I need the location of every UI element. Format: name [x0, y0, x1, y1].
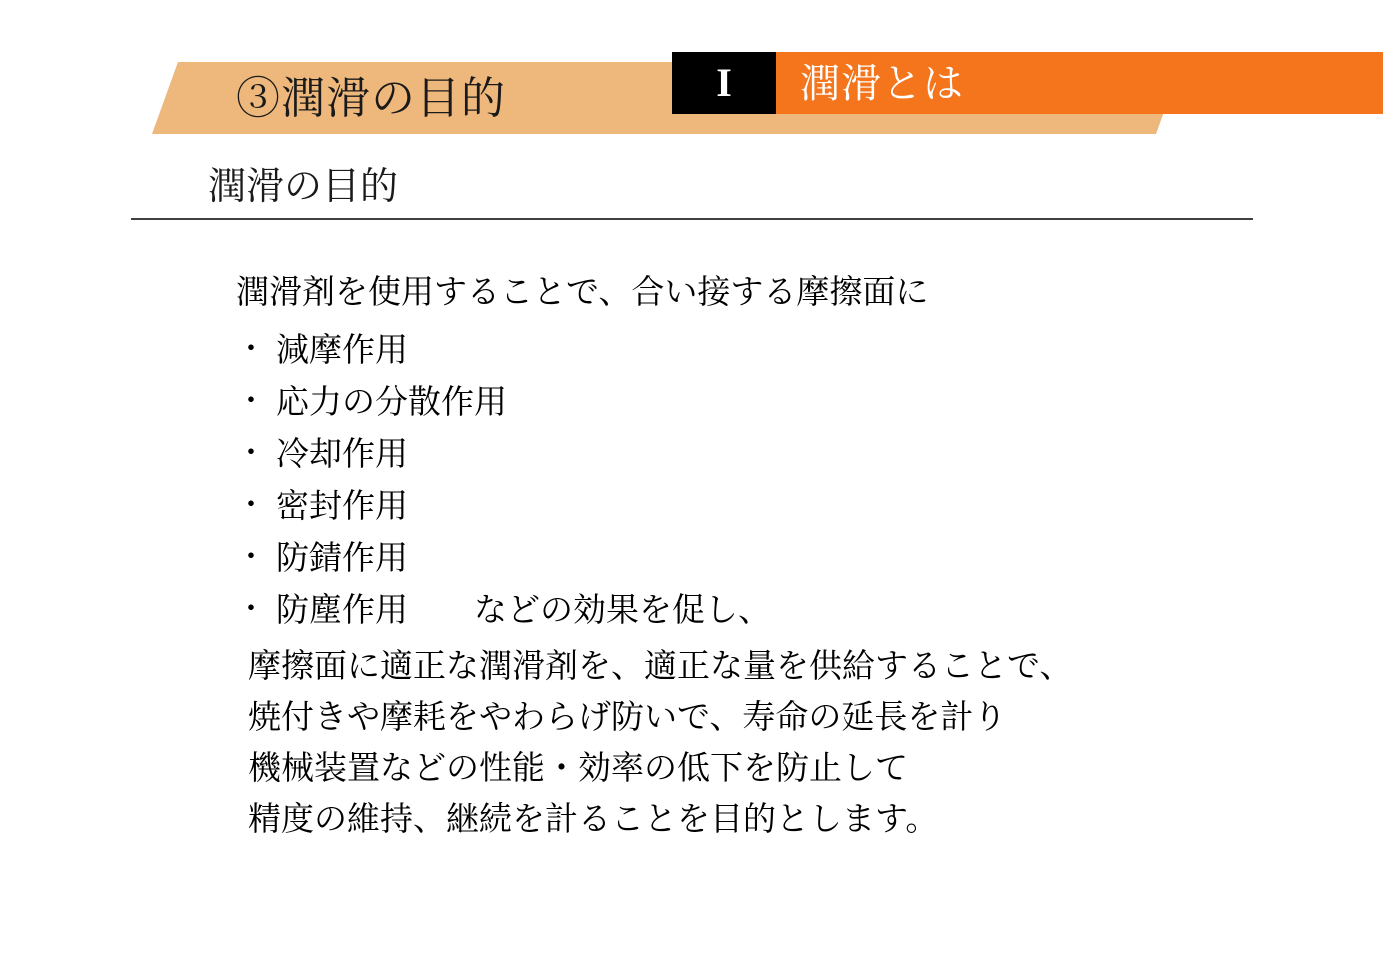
bullet-marker: ・ [236, 437, 266, 470]
list-item-label: 減摩作用 [276, 331, 408, 368]
list-item [236, 324, 1286, 376]
bullet-marker: ・ [236, 593, 266, 626]
list-item-label: 密封作用 [276, 487, 408, 524]
list-item-label: 防錆作用 [276, 539, 408, 576]
list-item [236, 584, 1286, 636]
chapter-number-box [672, 52, 776, 114]
paragraph-line: 機械装置などの性能・効率の低下を防止して [248, 749, 908, 786]
list-item [236, 376, 1286, 428]
bullet-marker: ・ [236, 333, 266, 366]
paragraph-line: 摩擦面に適正な潤滑剤を、適正な量を供給することで、 [248, 647, 1073, 684]
list-item-label: 冷却作用 [276, 435, 408, 472]
list-item-label: 応力の分散作用 [276, 383, 507, 420]
body-content [236, 266, 1286, 844]
chapter-title: 潤滑とは [800, 62, 964, 106]
list-item [236, 532, 1286, 584]
page-title: 潤滑の目的 [208, 166, 399, 208]
slide-header [0, 0, 1383, 160]
bullet-marker: ・ [236, 489, 266, 522]
chapter-number: I [716, 60, 732, 105]
bullet-marker: ・ [236, 385, 266, 418]
title-divider [131, 218, 1253, 220]
lead-text: 潤滑剤を使用することで、合い接する摩擦面に [236, 273, 929, 310]
list-item [236, 428, 1286, 480]
bullet-list [236, 324, 1286, 636]
paragraph-line: 精度の維持、継続を計ることを目的とします。 [248, 800, 939, 837]
section-title: ③潤滑の目的 [236, 74, 506, 123]
closing-paragraph [236, 640, 1286, 844]
list-item-label: 防塵作用 などの効果を促し、 [276, 591, 771, 628]
paragraph-line: 焼付きや摩耗をやわらげ防いで、寿命の延長を計り [248, 698, 1007, 735]
bullet-marker: ・ [236, 541, 266, 574]
list-item [236, 480, 1286, 532]
